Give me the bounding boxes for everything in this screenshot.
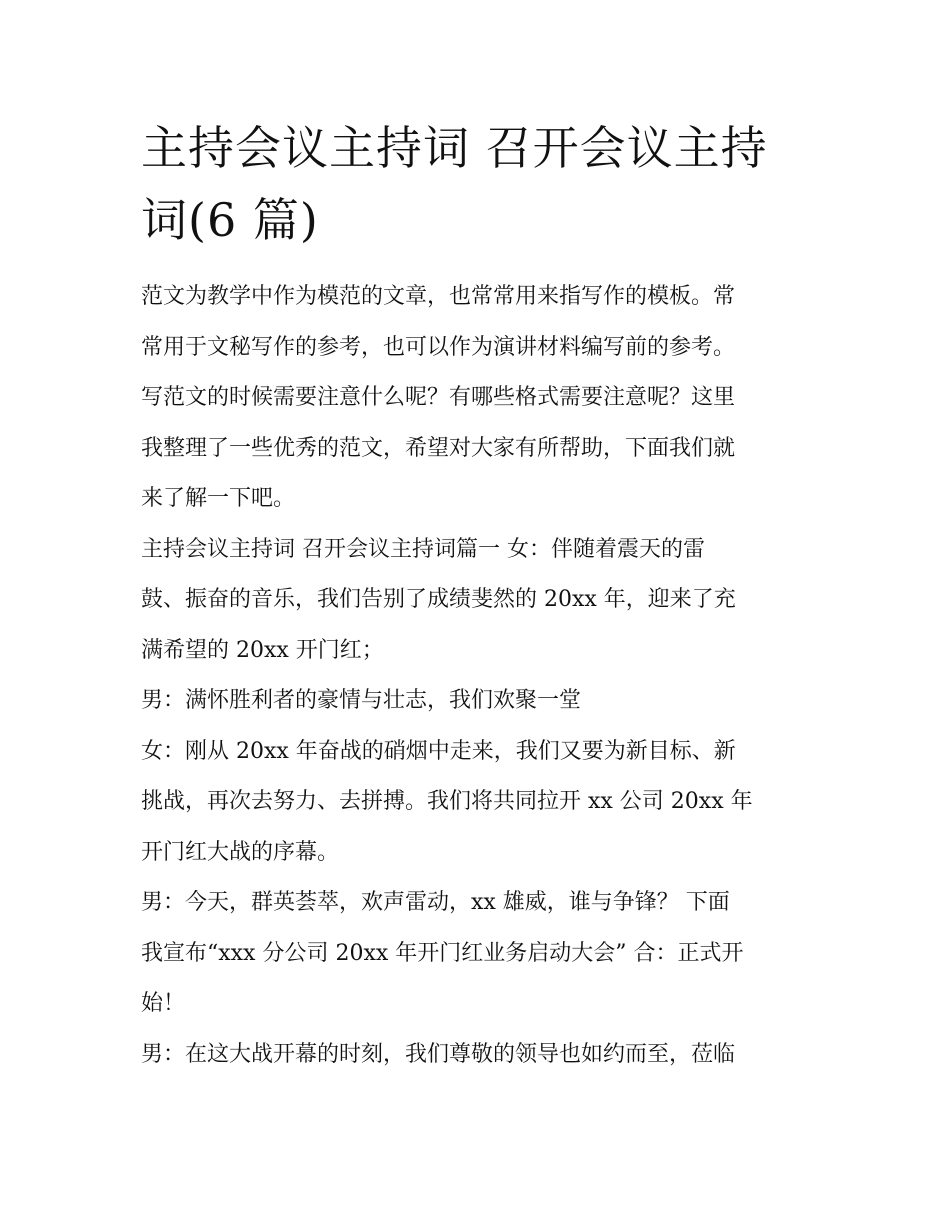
intro-paragraph — [141, 272, 821, 525]
document-content — [141, 112, 821, 1080]
text-line: 范文为教学中作为模范的文章，也常常用来指写作的模板。常 — [141, 284, 736, 309]
text-line: 开门红大战的序幕。 — [141, 839, 340, 865]
text-line: 常用于文秘写作的参考，也可以作为演讲材料编写前的参考。 — [141, 334, 736, 360]
speech-paragraph — [141, 525, 821, 677]
document-body — [141, 272, 821, 1080]
text-line: 写范文的时候需要注意什么呢？有哪些格式需要注意呢？这里 — [141, 385, 736, 410]
text-line: 始！ — [141, 991, 186, 1016]
title-line: 词(6 篇) — [141, 193, 319, 247]
text-line: 我宣布“xxx 分公司 20xx 年开门红业务启动大会” 合：正式开 — [141, 940, 744, 966]
text-line: 女：刚从 20xx 年奋战的硝烟中走来，我们又要为新目标、新 — [141, 738, 736, 764]
speech-paragraph — [141, 676, 821, 727]
text-line: 男：在这大战开幕的时刻，我们尊敬的领导也如约而至，莅临 — [141, 1041, 736, 1067]
text-line: 满希望的 20xx 开门红； — [141, 637, 384, 663]
text-line: 男：满怀胜利者的豪情与壮志，我们欢聚一堂 — [141, 688, 582, 713]
text-line: 鼓、振奋的音乐，我们告别了成绩斐然的 20xx 年，迎来了充 — [141, 587, 736, 612]
document-title — [141, 112, 821, 256]
title-line: 主持会议主持词 召开会议主持 — [141, 121, 768, 175]
text-line: 我整理了一些优秀的范文，希望对大家有所帮助，下面我们就 — [141, 435, 736, 461]
speech-paragraph — [141, 878, 821, 1030]
speech-paragraph — [141, 727, 821, 879]
text-line: 挑战，再次去努力、去拼搏。我们将共同拉开 xx 公司 20xx 年 — [141, 789, 753, 814]
speech-paragraph — [141, 1030, 821, 1081]
text-line: 男：今天，群英荟萃，欢声雷动，xx 雄威，谁与争锋？ 下面 — [141, 890, 730, 915]
text-line: 主持会议主持词 召开会议主持词篇一 女：伴随着震天的雷 — [141, 536, 705, 562]
text-line: 来了解一下吧。 — [141, 486, 296, 511]
